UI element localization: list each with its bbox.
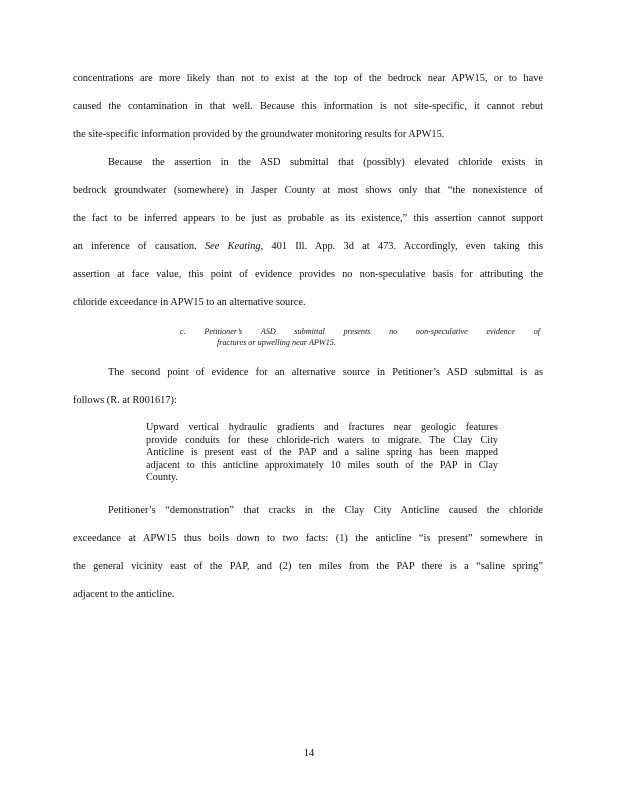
block-quote [146, 422, 498, 485]
citation-line [73, 241, 543, 252]
citation-tail: , 401 Ill. App. 3d at 473. Accordingly, even taking this [260, 241, 543, 252]
section-heading-line: c. Petitioner’s ASD submittal presents no non-speculative evidence of [180, 327, 540, 336]
body-line: Because the assertion in the ASD submittal that (possibly) elevated chloride exists in [108, 157, 543, 168]
body-line: adjacent to the anticline. [73, 589, 175, 600]
body-line: follows (R. at R001617): [73, 395, 177, 406]
body-line: bedrock groundwater (somewhere) in Jasper County at most shows only that “the nonexistence of [73, 185, 543, 196]
section-heading [180, 326, 540, 348]
quote-line: Anticline is present east of the PAP and a saline spring has been mapped [146, 447, 498, 458]
body-line: exceedance at APW15 thus boils down to two facts: (1) the anticline “is present” somewhere in [73, 533, 543, 544]
body-line: concentrations are more likely than not to exist at the top of the bedrock near APW15, or to have [73, 73, 543, 84]
body-line: Petitioner’s “demonstration” that cracks in the Clay City Anticline caused the chloride [108, 505, 543, 516]
body-line: the fact to be inferred appears to be just as probable as its existence,” this assertion cannot support [73, 213, 543, 224]
body-line: chloride exceedance in APW15 to an alternative source. [73, 297, 306, 308]
section-heading-line: fractures or upwelling near APW15. [217, 338, 336, 347]
case-citation: See Keating [204, 241, 261, 252]
body-line: the general vicinity east of the PAP, and (2) ten miles from the PAP there is a “saline spring” [73, 561, 543, 572]
page-number: 14 [303, 748, 315, 759]
citation-lead: an inference of causation. [73, 241, 197, 252]
body-line: caused the contamination in that well. Because this information is not site-specific, it cannot rebut [73, 101, 543, 112]
quote-line: provide conduits for these chloride-rich waters to migrate. The Clay City [146, 434, 498, 446]
body-line: the site-specific information provided by the groundwater monitoring results for APW15. [73, 129, 445, 140]
quote-line: County. [146, 472, 178, 483]
quote-line: adjacent to this anticline approximately 10 miles south of the PAP in Clay [146, 459, 498, 471]
body-line: The second point of evidence for an alternative source in Petitioner’s ASD submittal is as [108, 367, 543, 378]
quote-line: Upward vertical hydraulic gradients and fractures near geologic features [146, 422, 498, 433]
body-line: assertion at face value, this point of evidence provides no non-speculative basis for attributing the [73, 269, 543, 280]
